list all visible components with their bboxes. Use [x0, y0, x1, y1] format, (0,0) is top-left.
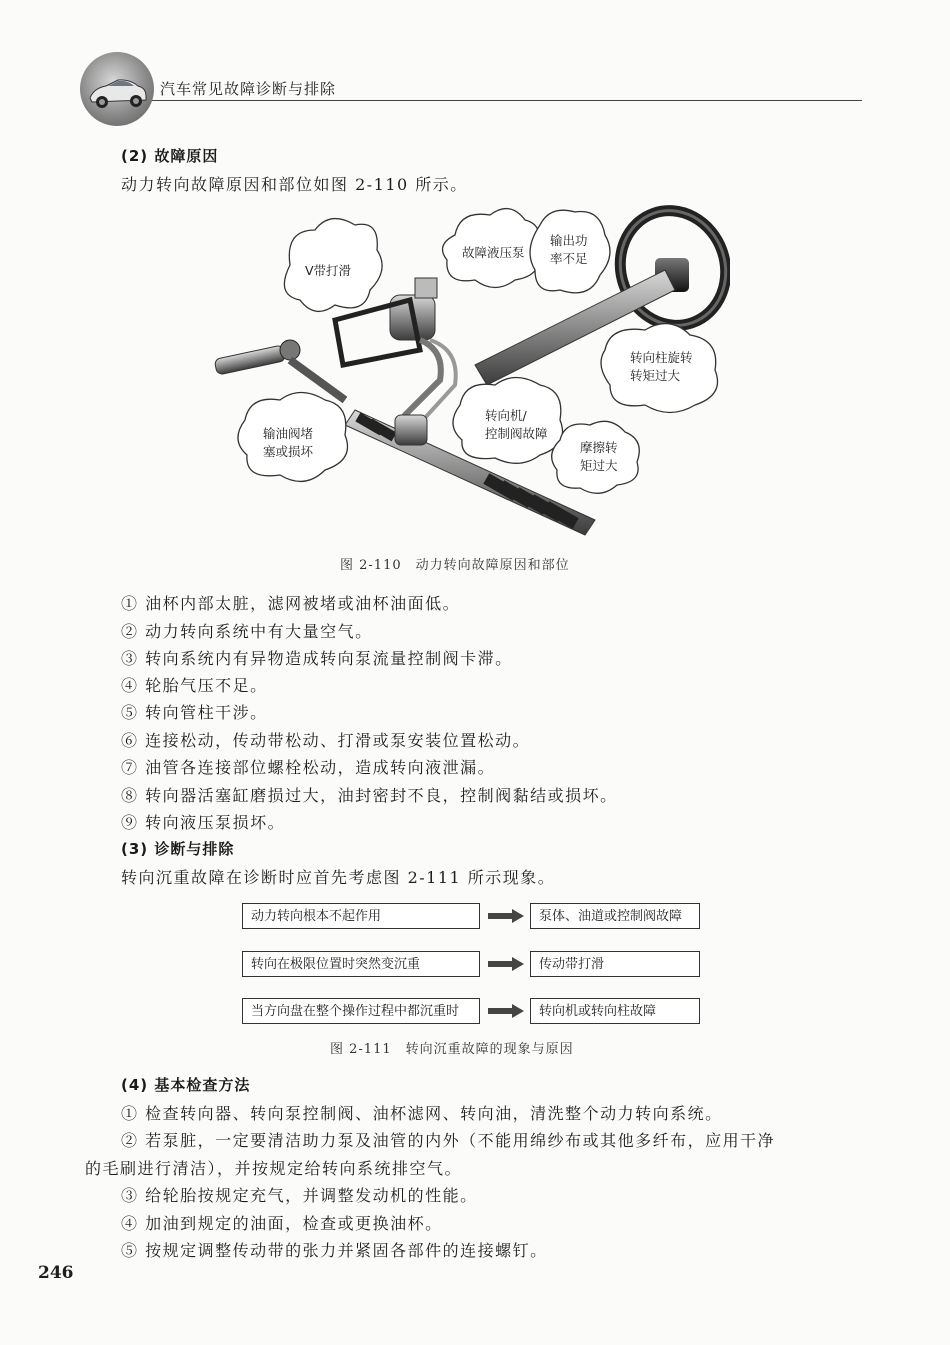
- page-number: 246: [38, 1263, 74, 1283]
- cloud-label-valve-1: 输油阀堵: [263, 426, 314, 441]
- cause-item: ③ 转向系统内有异物造成转向泵流量控制阀卡滞。: [121, 649, 513, 668]
- check-item-continuation: 的毛刷进行清洁），并按规定给转向系统排空气。: [85, 1159, 463, 1178]
- cause-item: ② 动力转向系统中有大量空气。: [121, 622, 373, 641]
- cause-item: ④ 轮胎气压不足。: [121, 676, 268, 695]
- section-3-intro: 转向沉重故障在诊断时应首先考虑图 2-111 所示现象。: [121, 868, 556, 887]
- symptom-box: 转向在极限位置时突然变沉重: [242, 951, 480, 977]
- book-title: 汽车常见故障诊断与排除: [160, 80, 337, 98]
- steering-fault-illustration: [205, 200, 730, 545]
- symptom-box: 动力转向根本不起作用: [242, 903, 480, 929]
- figure-caption-111: 图 2-111 转向沉重故障的现象与原因: [330, 1042, 574, 1057]
- symptom-box: 当方向盘在整个操作过程中都沉重时: [242, 998, 480, 1024]
- check-item: ③ 给轮胎按规定充气，并调整发动机的性能。: [121, 1186, 478, 1205]
- car-logo-icon: [80, 52, 154, 126]
- cause-item: ⑧ 转向器活塞缸磨损过大，油封密封不良，控制阀黏结或损坏。: [121, 786, 618, 805]
- section-heading-3: (3) 诊断与排除: [121, 840, 235, 858]
- cause-box: 传动带打滑: [530, 951, 700, 977]
- cause-box: 转向机或转向柱故障: [530, 998, 700, 1024]
- cloud-label-gear-2: 控制阀故障: [485, 426, 548, 441]
- cloud-label-output-2: 率不足: [550, 251, 588, 266]
- cloud-label-v-belt: V带打滑: [305, 263, 352, 278]
- section-heading-2: (2) 故障原因: [121, 147, 219, 165]
- cause-item: ⑥ 连接松动，传动带松动、打滑或泵安装位置松动。: [121, 731, 531, 750]
- cloud-label-column-2: 转矩过大: [630, 368, 681, 383]
- cloud-label-output-1: 输出功: [550, 233, 588, 248]
- check-item: ④ 加油到规定的油面，检查或更换油杯。: [121, 1214, 443, 1233]
- check-item: ⑤ 按规定调整传动带的张力并紧固各部件的连接螺钉。: [121, 1241, 548, 1260]
- cloud-label-friction-1: 摩擦转: [580, 440, 618, 455]
- cause-item: ⑦ 油管各连接部位螺栓松动，造成转向液泄漏。: [121, 758, 496, 777]
- cloud-label-column-1: 转向柱旋转: [630, 350, 693, 365]
- header-divider: [152, 100, 862, 101]
- section-2-intro: 动力转向故障原因和部位如图 2-110 所示。: [121, 175, 468, 194]
- cloud-label-friction-2: 矩过大: [580, 458, 618, 473]
- cause-box: 泵体、油道或控制阀故障: [530, 903, 700, 929]
- arrow-right-icon: [488, 957, 524, 971]
- arrow-right-icon: [488, 1004, 524, 1018]
- check-item: ② 若泵脏，一定要清洁助力泵及油管的内外（不能用绵纱布或其他多纤布，应用干净: [121, 1131, 776, 1150]
- cause-item: ⑤ 转向管柱干涉。: [121, 703, 268, 722]
- section-heading-4: (4) 基本检查方法: [121, 1076, 251, 1094]
- arrow-right-icon: [488, 909, 524, 923]
- cloud-label-gear-1: 转向机/: [485, 408, 527, 423]
- cloud-label-valve-2: 塞或损坏: [263, 444, 314, 459]
- cloud-label-pump: 故障液压泵: [462, 245, 525, 260]
- cause-item: ⑨ 转向液压泵损坏。: [121, 813, 286, 832]
- figure-caption-110: 图 2-110 动力转向故障原因和部位: [340, 558, 570, 573]
- check-item: ① 检查转向器、转向泵控制阀、油杯滤网、转向油，清洗整个动力转向系统。: [121, 1104, 723, 1123]
- cause-item: ① 油杯内部太脏，滤网被堵或油杯油面低。: [121, 594, 461, 613]
